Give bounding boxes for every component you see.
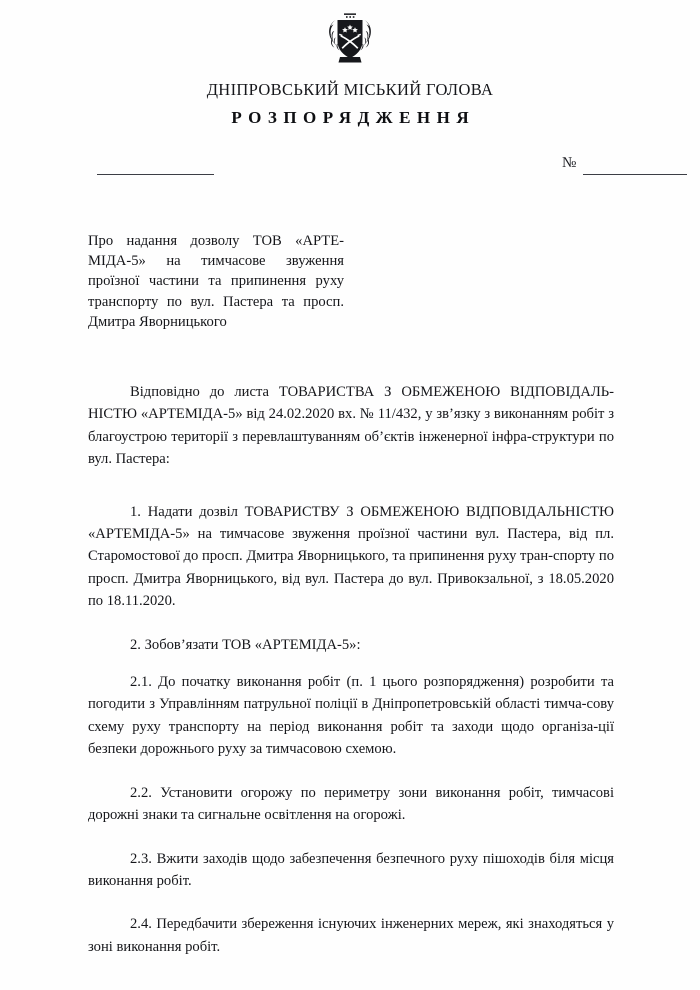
paragraph-item-2-3: 2.3. Вжити заходів щодо забезпечення безпечного руху пішоходів біля місця виконання робіт. [88,850,614,889]
organization-title: ДНІПРОВСЬКИЙ МІСЬКИЙ ГОЛОВА [206,80,494,99]
number-blank-line[interactable] [583,174,687,175]
paragraph-item-2-2: 2.2. Установити огорожу по периметру зони виконання робіт, тимчасові дорожні знаки та сигнальне освітлення на огорожі. [88,784,614,824]
subject-text: Про надання дозволу ТОВ «АРТЕ-МІДА-5» на тимчасове звуження проїзної частини та припинення руху транспорту по вул. Пастера та просп. Дмитра Яворницького [88,233,344,330]
date-number-row [0,155,700,183]
number-symbol: № [562,155,577,171]
paragraph-preamble: Відповідно до листа ТОВАРИСТВА З ОБМЕЖЕНОЮ ВІДПОВІДАЛЬ-НІСТЮ «АРТЕМІДА-5» від 24.02.2020 вх. № 11/432, у зв’язку з виконанням робіт з благоустрою території з перевлаштуванням об’єктів інженерної інфра-структури по вул. Пастера: [88,384,614,468]
paragraph-item-2: 2. Зобов’язати ТОВ «АРТЕМІДА-5»: [130,636,361,653]
paragraph-item-1: 1. Надати дозвіл ТОВАРИСТВУ З ОБМЕЖЕНОЮ ВІДПОВІДАЛЬНІСТЮ «АРТЕМІДА-5» на тимчасове звуження проїзної частини вул. Пастера, від пл. Старомостової до просп. Дмитра Яворницького, та припинення руху тран-спорту по просп. Дмитра Яворницького, від вул. Пастера до вул. Привокзальної, з 18.05.2020 по 18.11.2020. [88,503,614,610]
paragraph-item-2-1: 2.1. До початку виконання робіт (п. 1 цього розпорядження) розробити та погодити з Управлінням патрульної поліції в Дніпропетровській області тимча-сову схему руху транспорту на період виконання робіт та заходи щодо організа-ції безпеки дорожнього руху за тимчасовою схемою. [88,674,614,758]
emblem-container [0,10,700,68]
document-kind-title: РОЗПОРЯДЖЕННЯ [231,107,476,127]
subject-block [88,231,344,332]
dnipro-city-coat-of-arms-icon [327,10,373,68]
paragraph-item-2-4: 2.4. Передбачити збереження існуючих інженерних мереж, які знаходяться у зоні виконання робіт. [88,916,614,955]
document-body [88,381,614,958]
date-blank-line[interactable] [97,174,214,175]
document-heading [0,80,700,128]
